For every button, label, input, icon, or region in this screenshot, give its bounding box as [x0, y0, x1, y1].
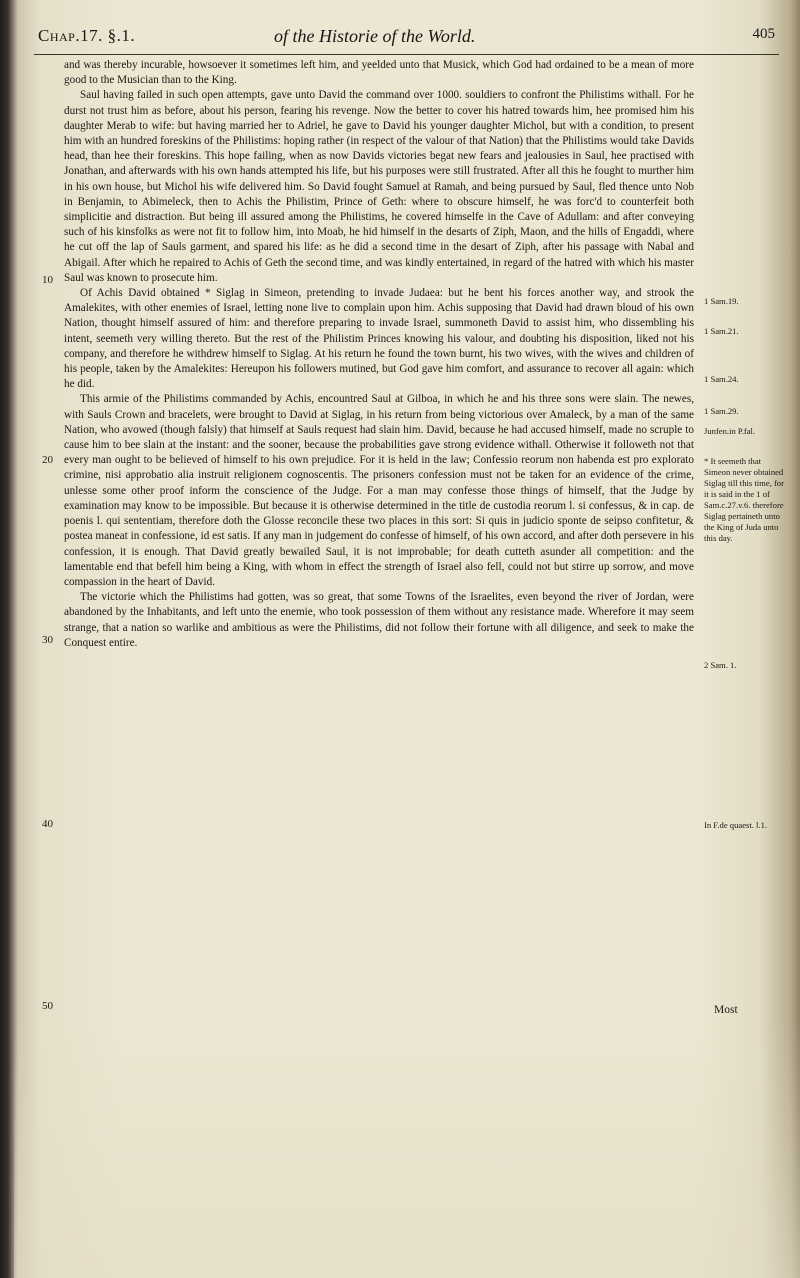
margin-note: * It seemeth that Simeon never obtained Siglag till this time, for it is said in the 1 of Sam.c.27.v.6. therefore Siglag pertaineth unto the King of Juda unto this day. — [704, 456, 784, 543]
paragraph: and was thereby incurable, howsoever it sometimes left him, and yeelded unto that Musick, which God had ordained to be a mean of more good to the Musician than to the King. — [64, 59, 694, 87]
paragraph: This armie of the Philistims commanded by Achis, encountred Saul at Gilboa, in which he and his three sons were slain. The newes, with Sauls Crown and bracelets, were brought to David at Siglag, in his return from being victorious over Amaleck, by a man of the same Nation, who avowed (though falsly) that himself at Sauls request had slain him. David, because he had accused himself, made no scruple to cause him to bee slain at the instant: and the sooner, because the probabilities gave strong evidence withall. Otherwise it followeth not that every man ought to be believed of himself to his own prejudice. For it is held in the law; Confessio reorum non habenda est pro explorato crimine, nisi approbatio alia instruit religionem cognoscentis. The prisoners confession must not be taken for an evidence of the crime, unlesse some other proof inform the conscience of the Judge. For a man may confesse those things of himself, that the Judge by examination may know to be impossible. But because it is otherwise determined in the title de custodia reorum l. si confessus, & in cap. de poenis l. qui sententiam, therefore doth the Glosse reconcile these two places in this sort: Si quis in judicio sponte de seipso confitetur, & postea maneat in confessione, id est satis. If any man in judgement do confesse of himself, of his own accord, and after doth persevere in his confession, it is enough. That David greatly bewailed Saul, it is not improbable; for death cutteth asunder all competition: and the lamentable end that befell him being a King, with whom in effect the strength of Israel also fell, could not but stirre up sorrow, and move compassion in the heart of David. — [64, 393, 694, 588]
margin-note: 1 Sam.29. — [704, 406, 739, 416]
paper-bleed-through — [14, 1020, 800, 1278]
margin-note: 2 Sam. 1. — [704, 660, 737, 670]
margin-note: 1 Sam.21. — [704, 326, 739, 336]
book-page — [14, 0, 800, 1278]
line-number: 10 — [42, 274, 53, 286]
margin-note: Junfen.in P.fal. — [704, 426, 756, 436]
line-number: 50 — [42, 1000, 53, 1012]
running-title: of the Historie of the World. — [274, 26, 476, 46]
main-text-column — [64, 58, 694, 651]
catchword: Most — [714, 1004, 738, 1016]
line-number: 30 — [42, 634, 53, 646]
paragraph: The victorie which the Philistims had gotten, was so great, that some Towns of the Israelites, even beyond the river of Jordan, were abandoned by the Inhabitants, and left unto the enemie, who took possession of them without any resistance made. Wherefore it may seem strange, that a nation so warlike and ambitious as were the Philistims, did not follow their fortune with all diligence, and seek to make the Conquest entire. — [64, 591, 694, 649]
margin-note: 1 Sam.19. — [704, 296, 739, 306]
margin-note: In F.de quaest. l.1. — [704, 820, 768, 830]
paragraph: Of Achis David obtained * Siglag in Simeon, pretending to invade Judaea: but he bent his forces another way, and strook the Amalekites, with other enemies of Israel, letting none live to complain upon him. Achis supposing that David had drawn bloud of his own Nation, thought himself assured of him: and therefore preparing to invade Israel, summoneth David to assist him, who dissembling his intent, seemeth very willing thereto. But the rest of the Philistim Princes knowing his valour, and doubting his disposition, liked not his company, and therefore he withdrew himself to Siglag. At his return he found the town burnt, his two wives, with the wives and children of his people, taken by the Amalekites: Hereupon his followers mutined, but God gave him comfort, and assurance to recover all again: which he did. — [64, 287, 694, 391]
line-number: 20 — [42, 454, 53, 466]
chapter-heading: Chap.17. §.1. — [38, 26, 136, 45]
paragraph: Saul having failed in such open attempts, gave unto David the command over 1000. souldiers to confront the Philistims withall. For he durst not trust him as before, about his person, fearing his revenge. Now the better to cover his hatred towards him, hee promised him his daughter Merab to wife: but having married her to Adriel, he gave to David his younger daughter Michol, but with a condition, to present him with an hundred foreskins of the Philistims: hoping rather (in respect of the valour of that Nation) that the Philistims would take Davids head, than hee their foreskins. This hope failing, when as now Davids victories begat new fears and jealousies in Saul, hee practised with Jonathan, and afterwards with his own hands attempted his life, but his purposes were still frustrated. After all this he fought to murther him in his own house, but Michol his wife delivered him. So David fought Samuel at Ramah, and being pursued by Saul, fled thence unto Nob in Benjamin, to Abimeleck, then to Achis the Philistim, Prince of Geth: where to obscure himself, he was forc'd to counterfeit both simplicitie and distraction. But being ill assured among the Philistims, he covered himselfe in the Cave of Adullam: and after conveying such of his kinsfolks as were not fit to follow him, into Moab, he hid himself in the desarts of Ziph, Maon, and the hills of Engaddi, where he cut off the lap of Sauls garment, and spared his life: as he did a second time in the desart of Ziph, after his passage with Nabal and Abigail. After which he repaired to Achis of Geth the second time, and was kindly entertained, in regard of the hatred with which his master Saul was known to prosecute him. — [64, 89, 694, 284]
page-number: 405 — [752, 26, 775, 42]
running-header — [34, 20, 779, 55]
margin-note: 1 Sam.24. — [704, 374, 739, 384]
line-number: 40 — [42, 818, 53, 830]
